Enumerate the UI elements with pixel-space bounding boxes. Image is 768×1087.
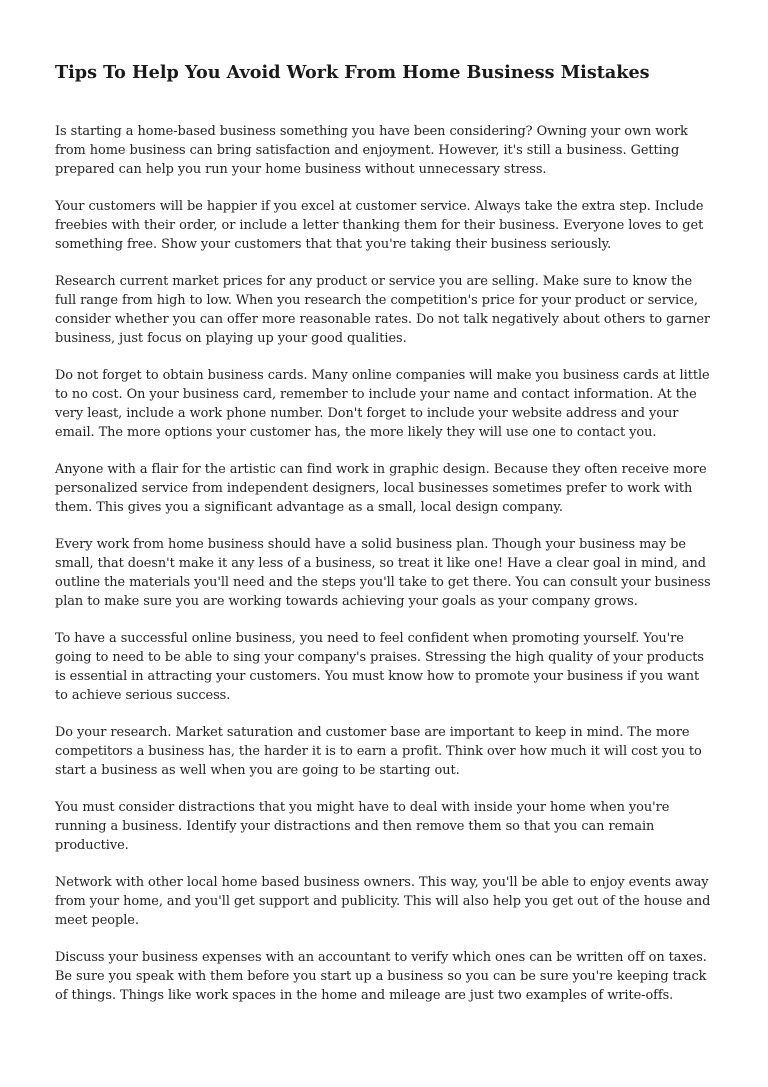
- paragraph-business-plan: Every work from home business should have a solid business plan. Though your business may be small, that doesn't make it any less of a business, so treat it like one! Have a clear goal in mind, and outline the materials you'll need and the steps you'll take to get there. You can consult your business plan to make sure you are working towards achieving your goals as your company grows.: [55, 537, 711, 609]
- paragraph-business-expenses: Discuss your business expenses with an accountant to verify which ones can be written off on taxes. Be sure you speak with them before you start up a business so you can be sure you're keeping track of things. Things like work spaces in the home and mileage are just two examples of write-offs.: [55, 950, 707, 1003]
- paragraph-market-prices: Research current market prices for any product or service you are selling. Make sure to know the full range from high to low. When you research the competition's price for your product or service, consider whether you can offer more reasonable rates. Do not talk negatively about others to garner business, just focus on playing up your good qualities.: [55, 274, 711, 346]
- paragraph-business-cards: Do not forget to obtain business cards. Many online companies will make you business cards at little to no cost. On your business card, remember to include your name and contact information. At the very least, include a work phone number. Don't forget to include your website address and your email. The more options your customer has, the more likely they will use one to contact you.: [55, 368, 710, 440]
- paragraph-networking: Network with other local home based business owners. This way, you'll be able to enjoy events away from your home, and you'll get support and publicity. This will also help you get out of the house and meet people.: [55, 875, 711, 928]
- paragraph-research: Do your research. Market saturation and customer base are important to keep in mind. The more competitors a business has, the harder it is to earn a profit. Think over how much it will cost you to start a business as well when you are going to be starting out.: [55, 725, 702, 778]
- paragraph-customer-service: Your customers will be happier if you excel at customer service. Always take the extra step. Include freebies with their order, or include a letter thanking them for their business. Everyone loves to get something free. Show your customers that that you're taking their business seriously.: [55, 199, 704, 252]
- document-title: Tips To Help You Avoid Work From Home Business Mistakes: [55, 62, 650, 83]
- paragraph-distractions: You must consider distractions that you might have to deal with inside your home when you're running a business. Identify your distractions and then remove them so that you can remain productive.: [55, 800, 670, 853]
- paragraph-self-promotion: To have a successful online business, you need to feel confident when promoting yourself. You're going to need to be able to sing your company's praises. Stressing the high quality of your products is essential in attracting your customers. You must know how to promote your business if you want to achieve serious success.: [55, 631, 704, 703]
- paragraph-home-business-intro: Is starting a home-based business something you have been considering? Owning your own work from home business can bring satisfaction and enjoyment. However, it's still a business. Getting prepared can help you run your home business without unnecessary stress.: [55, 124, 688, 177]
- paragraph-graphic-design: Anyone with a flair for the artistic can find work in graphic design. Because they often receive more personalized service from independent designers, local businesses sometimes prefer to work with them. This gives you a significant advantage as a small, local design company.: [55, 462, 707, 515]
- document-page: [55, 0, 715, 1087]
- document-body: [55, 122, 713, 1023]
